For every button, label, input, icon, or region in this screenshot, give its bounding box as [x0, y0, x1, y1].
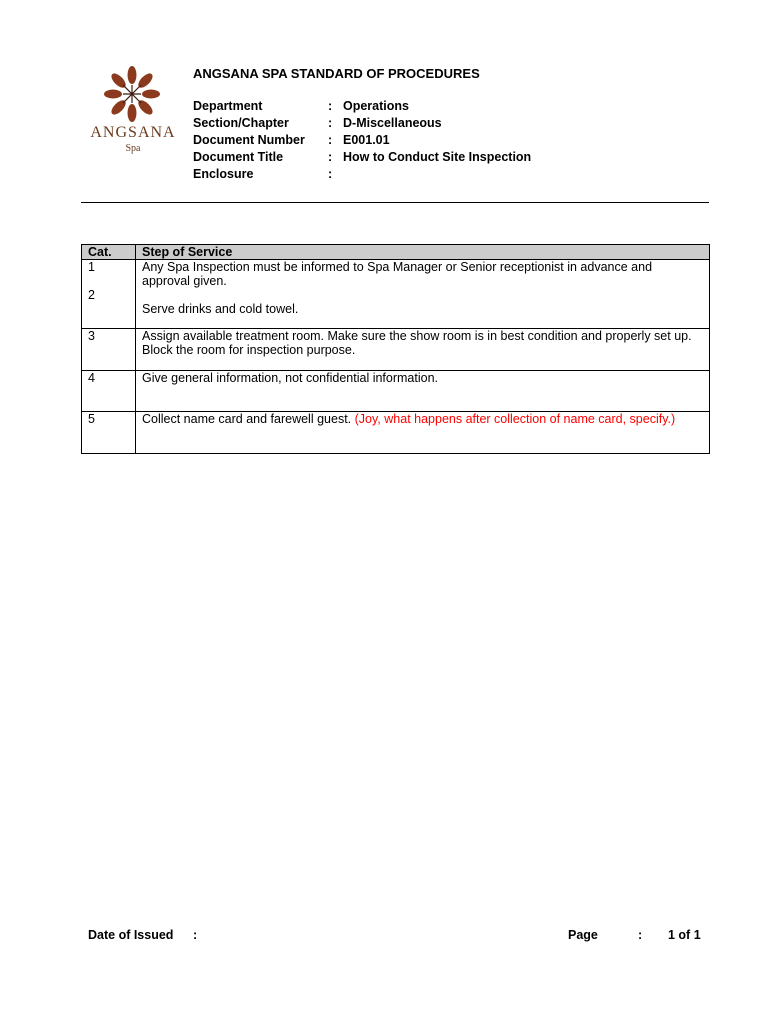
cat-number: 2 — [88, 288, 95, 302]
step-cell — [136, 260, 710, 329]
page-label: Page — [568, 928, 598, 942]
meta-colon: : — [328, 116, 333, 130]
page-colon: : — [638, 928, 643, 942]
steps-table — [81, 244, 710, 454]
step-text: Give general information, not confidential information. — [142, 371, 438, 385]
cat-cell: 4 — [82, 371, 136, 412]
meta-label: Department — [193, 99, 263, 113]
cat-cell: 5 — [82, 412, 136, 454]
step-text: Collect name card and farewell guest. — [142, 412, 352, 426]
meta-colon: : — [328, 150, 333, 164]
meta-value: E001.01 — [343, 133, 390, 147]
meta-value: D-Miscellaneous — [343, 116, 442, 130]
step-text: Assign available treatment room. Make sure the show room is in best condition and properly set up. — [142, 329, 692, 343]
column-header-cat: Cat. — [82, 245, 136, 260]
meta-label: Document Number — [193, 133, 305, 147]
logo-petal — [104, 90, 122, 99]
meta-value: How to Conduct Site Inspection — [343, 150, 532, 164]
logo-petal — [142, 90, 160, 99]
cat-cell — [82, 260, 136, 329]
header-divider — [81, 202, 709, 203]
step-text: Serve drinks and cold towel. — [142, 302, 299, 316]
table-row — [82, 371, 710, 412]
reviewer-note: (Joy, what happens after collection of name card, specify.) — [354, 412, 676, 426]
step-text: Any Spa Inspection must be informed to Spa Manager or Senior receptionist in advance and approval given. — [142, 260, 653, 288]
table-row — [82, 412, 710, 454]
table-row — [82, 260, 710, 329]
meta-colon: : — [328, 167, 333, 181]
meta-value: Operations — [343, 99, 409, 113]
meta-colon: : — [328, 133, 333, 147]
meta-colon: : — [328, 99, 333, 113]
logo-wordmark: ANGSANA — [90, 124, 176, 141]
logo-petal — [128, 66, 137, 84]
document-heading: ANGSANA SPA STANDARD OF PROCEDURES — [193, 66, 480, 81]
table-row — [82, 329, 710, 371]
step-cell — [136, 412, 710, 454]
cat-number: 1 — [88, 260, 95, 274]
step-cell — [136, 329, 710, 371]
meta-label: Section/Chapter — [193, 116, 289, 130]
date-issued-colon: : — [193, 928, 198, 942]
table-header-row — [82, 245, 710, 260]
page-number: 1 of 1 — [668, 928, 701, 942]
logo-subtitle: Spa — [125, 143, 141, 154]
cat-cell: 3 — [82, 329, 136, 371]
column-header-step: Step of Service — [136, 245, 710, 260]
step-text: Block the room for inspection purpose. — [142, 343, 356, 357]
meta-label: Enclosure — [193, 167, 254, 181]
angsana-flower-logo — [102, 64, 162, 124]
meta-label: Document Title — [193, 150, 284, 164]
step-cell — [136, 371, 710, 412]
logo-petal — [128, 104, 137, 122]
date-issued-label: Date of Issued — [88, 928, 174, 942]
